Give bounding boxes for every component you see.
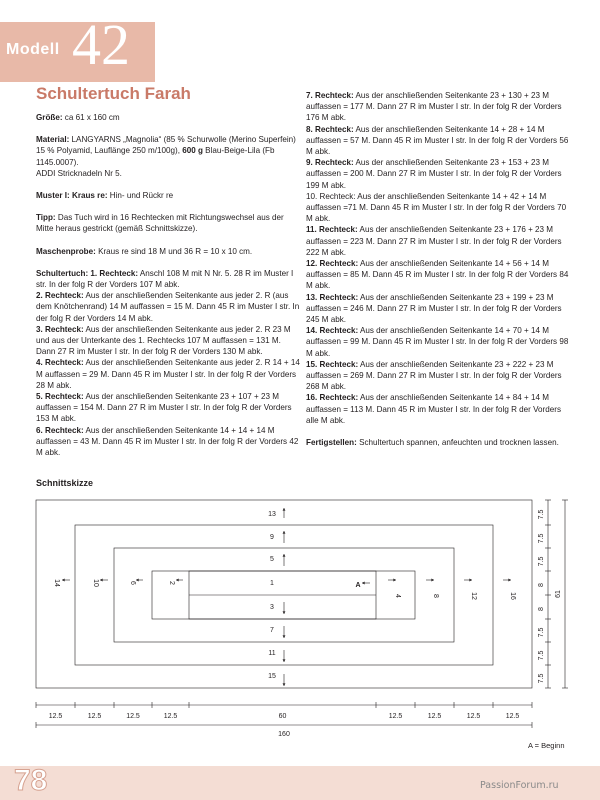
instruction-step: Fertigstellen: Schultertuch spannen, anfeuchten und trocknen lassen. (306, 438, 559, 448)
arrow-head (362, 582, 365, 585)
instruction-step: Schultertuch: 1. Rechteck: Anschl 108 M mit N Nr. 5. 28 R im Muster I str. In der folg R der Vorders 107 M abk. (36, 268, 294, 290)
arrow-head (283, 683, 286, 686)
dimension-label: 7.5 (538, 509, 545, 520)
rect-number-label: 15 (268, 673, 276, 680)
instruction-step: 4. Rechteck: Aus der anschließenden Seitenkante aus jeder 2. R 14 + 14 M auffassen = 29 M. Dann 45 R im Muster I str. In der folg R der Vorders 28 M abk. (36, 358, 300, 390)
instruction-step: 3. Rechteck: Aus der anschließenden Seitenkante aus jeder 2. R 23 M und aus der Unterkante des 1. Rechtecks 107 M auffassen = 131 M. Dann 27 R im Muster I str. In der folg R der Vorders 130 M abk. (36, 324, 291, 357)
tip-paragraph: Tipp: Das Tuch wird in 16 Rechtecken mit Richtungswechsel aus der Mitte heraus gestrickt (gemäß Schnittskizze). (36, 213, 284, 234)
instruction-step: 10. Rechteck: Aus der anschließenden Seitenkante 14 + 42 + 14 M auffassen =71 M. Dann 45 R im Muster I str. In der folg R der Vorders 70 M abk. (306, 191, 567, 224)
rect-number-label: 13 (268, 511, 276, 518)
arrow-head (283, 531, 286, 534)
instruction-step: 5. Rechteck: Aus der anschließenden Seitenkante 23 + 107 + 23 M auffassen = 154 M. Dann 27 R im Muster I str. In der folg R der Vorders 153 M abk. (36, 392, 292, 424)
dimension-label: 8 (538, 583, 545, 587)
rect-number-label: 7 (270, 627, 274, 634)
dimension-label-total: 160 (278, 731, 290, 738)
arrow-head (283, 508, 286, 511)
dimension-label: 12.5 (87, 713, 102, 720)
instruction-step: 11. Rechteck: Aus der anschließenden Seitenkante 23 + 176 + 23 M auffassen = 223 M. Dann 27 R im Muster I str. In der folg R der Vorders 222 M abk. (306, 225, 562, 257)
dimension-label: 7.5 (538, 650, 545, 661)
dimension-label: 12.5 (427, 713, 442, 720)
arrow-head (283, 635, 286, 638)
size-paragraph: Größe: ca 61 x 160 cm (36, 113, 120, 122)
rect-number-label: 9 (270, 534, 274, 541)
arrow-head (283, 659, 286, 662)
modell-label: Modell (6, 41, 60, 58)
arrow-head (100, 579, 103, 582)
dimension-label: 12.5 (48, 713, 63, 720)
dimension-label-total: 61 (555, 590, 562, 598)
rect-number-label: 14 (53, 579, 60, 587)
gauge-paragraph: Maschenprobe: Kraus re sind 18 M und 36 R = 10 x 10 cm. (36, 246, 253, 256)
rect-number-label: 4 (394, 594, 401, 598)
watermark: PassionForum.ru (480, 780, 559, 791)
dimension-label: 7.5 (538, 673, 545, 684)
rect-number-label: 6 (129, 581, 136, 585)
material-paragraph: Material: LANGYARNS „Magnolia“ (85 % Schurwolle (Merino Superfein) 15 % Polyamid, Lauflänge 250 m/100g), 600 g Blau-Beige-Lila (Fb 1145.0007). ADDI Stricknadeln Nr 5. (36, 135, 296, 178)
rect-number-label: 12 (470, 592, 477, 600)
arrow-head (62, 579, 65, 582)
instruction-step: 15. Rechteck: Aus der anschließenden Seitenkante 23 + 222 + 23 M auffassen = 269 M. Dann 27 R im Muster I str. In der folg R der Vorders 268 M abk. (306, 359, 562, 392)
modell-number: 42 (72, 12, 130, 77)
arrow-head (176, 579, 179, 582)
dimension-label: 12.5 (126, 713, 140, 720)
instruction-step: 14. Rechteck: Aus der anschließenden Seitenkante 14 + 70 + 14 M auffassen = 99 M. Dann 45 R im Muster I str. In der folg R der Vorders 98 M abk. (306, 326, 569, 358)
instruction-step: 9. Rechteck: Aus der anschließenden Seitenkante 23 + 153 + 23 M auffassen = 200 M. Dann 27 R im Muster I str. In der folg R der Vorders 199 M abk. (306, 158, 562, 190)
start-marker-label: A (355, 582, 361, 589)
rect-number-label: 1 (270, 580, 274, 587)
instruction-step: 2. Rechteck: Aus der anschließenden Seitenkante aus jeder 2. R (aus dem Knötchenrand) 14 M auffassen = 15 M. Dann 45 R im Muster I str. In der folg R der Vorders 14 M abk. (36, 291, 300, 323)
page-number: 78 (14, 764, 48, 797)
dimension-label: 7.5 (538, 627, 545, 638)
pattern-paragraph: Muster I: Kraus re: Hin- und Rückr re (36, 191, 174, 201)
rect-number-label: 11 (268, 650, 276, 657)
arrow-head (283, 554, 286, 557)
arrow-head (393, 579, 396, 582)
rect-number-label: 16 (509, 592, 516, 600)
dimension-label: 7.5 (538, 533, 545, 544)
arrow-head (283, 611, 286, 614)
instruction-step: 12. Rechteck: Aus der anschließenden Seitenkante 14 + 56 + 14 M auffassen = 85 M. Dann 45 R im Muster I str. In der folg R der Vorders 84 M abk. (306, 259, 569, 291)
dimension-label: 7.5 (538, 556, 545, 567)
arrow-head (431, 579, 434, 582)
dimension-label: 12.5 (466, 713, 481, 720)
page-title: Schultertuch Farah (36, 84, 191, 103)
arrow-head (508, 579, 511, 582)
legend-text: A = Beginn (528, 741, 565, 750)
arrow-head (469, 579, 472, 582)
instruction-step: 13. Rechteck: Aus der anschließenden Seitenkante 23 + 199 + 23 M auffassen = 246 M. Dann 27 R im Muster I str. In der folg R der Vorders 245 M abk. (306, 292, 562, 325)
rect-number-label: 5 (270, 556, 274, 563)
dimension-label: 12.5 (163, 713, 178, 720)
dimension-label: 8 (538, 607, 545, 611)
instruction-step: 6. Rechteck: Aus der anschließenden Seitenkante 14 + 14 + 14 M auffassen = 43 M. Dann 45 R im Muster I str. In der folg R der Vorders 42 M abk. (36, 425, 299, 458)
rect-number-label: 8 (432, 594, 439, 598)
rect-number-label: 2 (168, 581, 175, 585)
sketch-title: Schnittskizze (36, 478, 94, 488)
dimension-label: 12.5 (505, 713, 520, 720)
instruction-step: 7. Rechteck: Aus der anschließenden Seitenkante 23 + 130 + 23 M auffassen = 177 M. Dann 27 R im Muster I str. In der folg R der Vorders 176 M abk. (306, 91, 562, 123)
dimension-label: 12.5 (388, 713, 403, 720)
dimension-label: 60 (278, 713, 287, 720)
rect-number-label: 10 (92, 579, 99, 587)
instruction-step: 16. Rechteck: Aus der anschließenden Seitenkante 14 + 84 + 14 M auffassen = 113 M. Dann 45 R im Muster I str. In der folg R der Vorders alle M abk. (306, 393, 561, 425)
instruction-step: 8. Rechteck: Aus der anschließenden Seitenkante 14 + 28 + 14 M auffassen = 57 M. Dann 45 R im Muster I str. In der folg R der Vorders 56 M abk. (306, 124, 569, 157)
rect-number-label: 3 (270, 604, 274, 611)
